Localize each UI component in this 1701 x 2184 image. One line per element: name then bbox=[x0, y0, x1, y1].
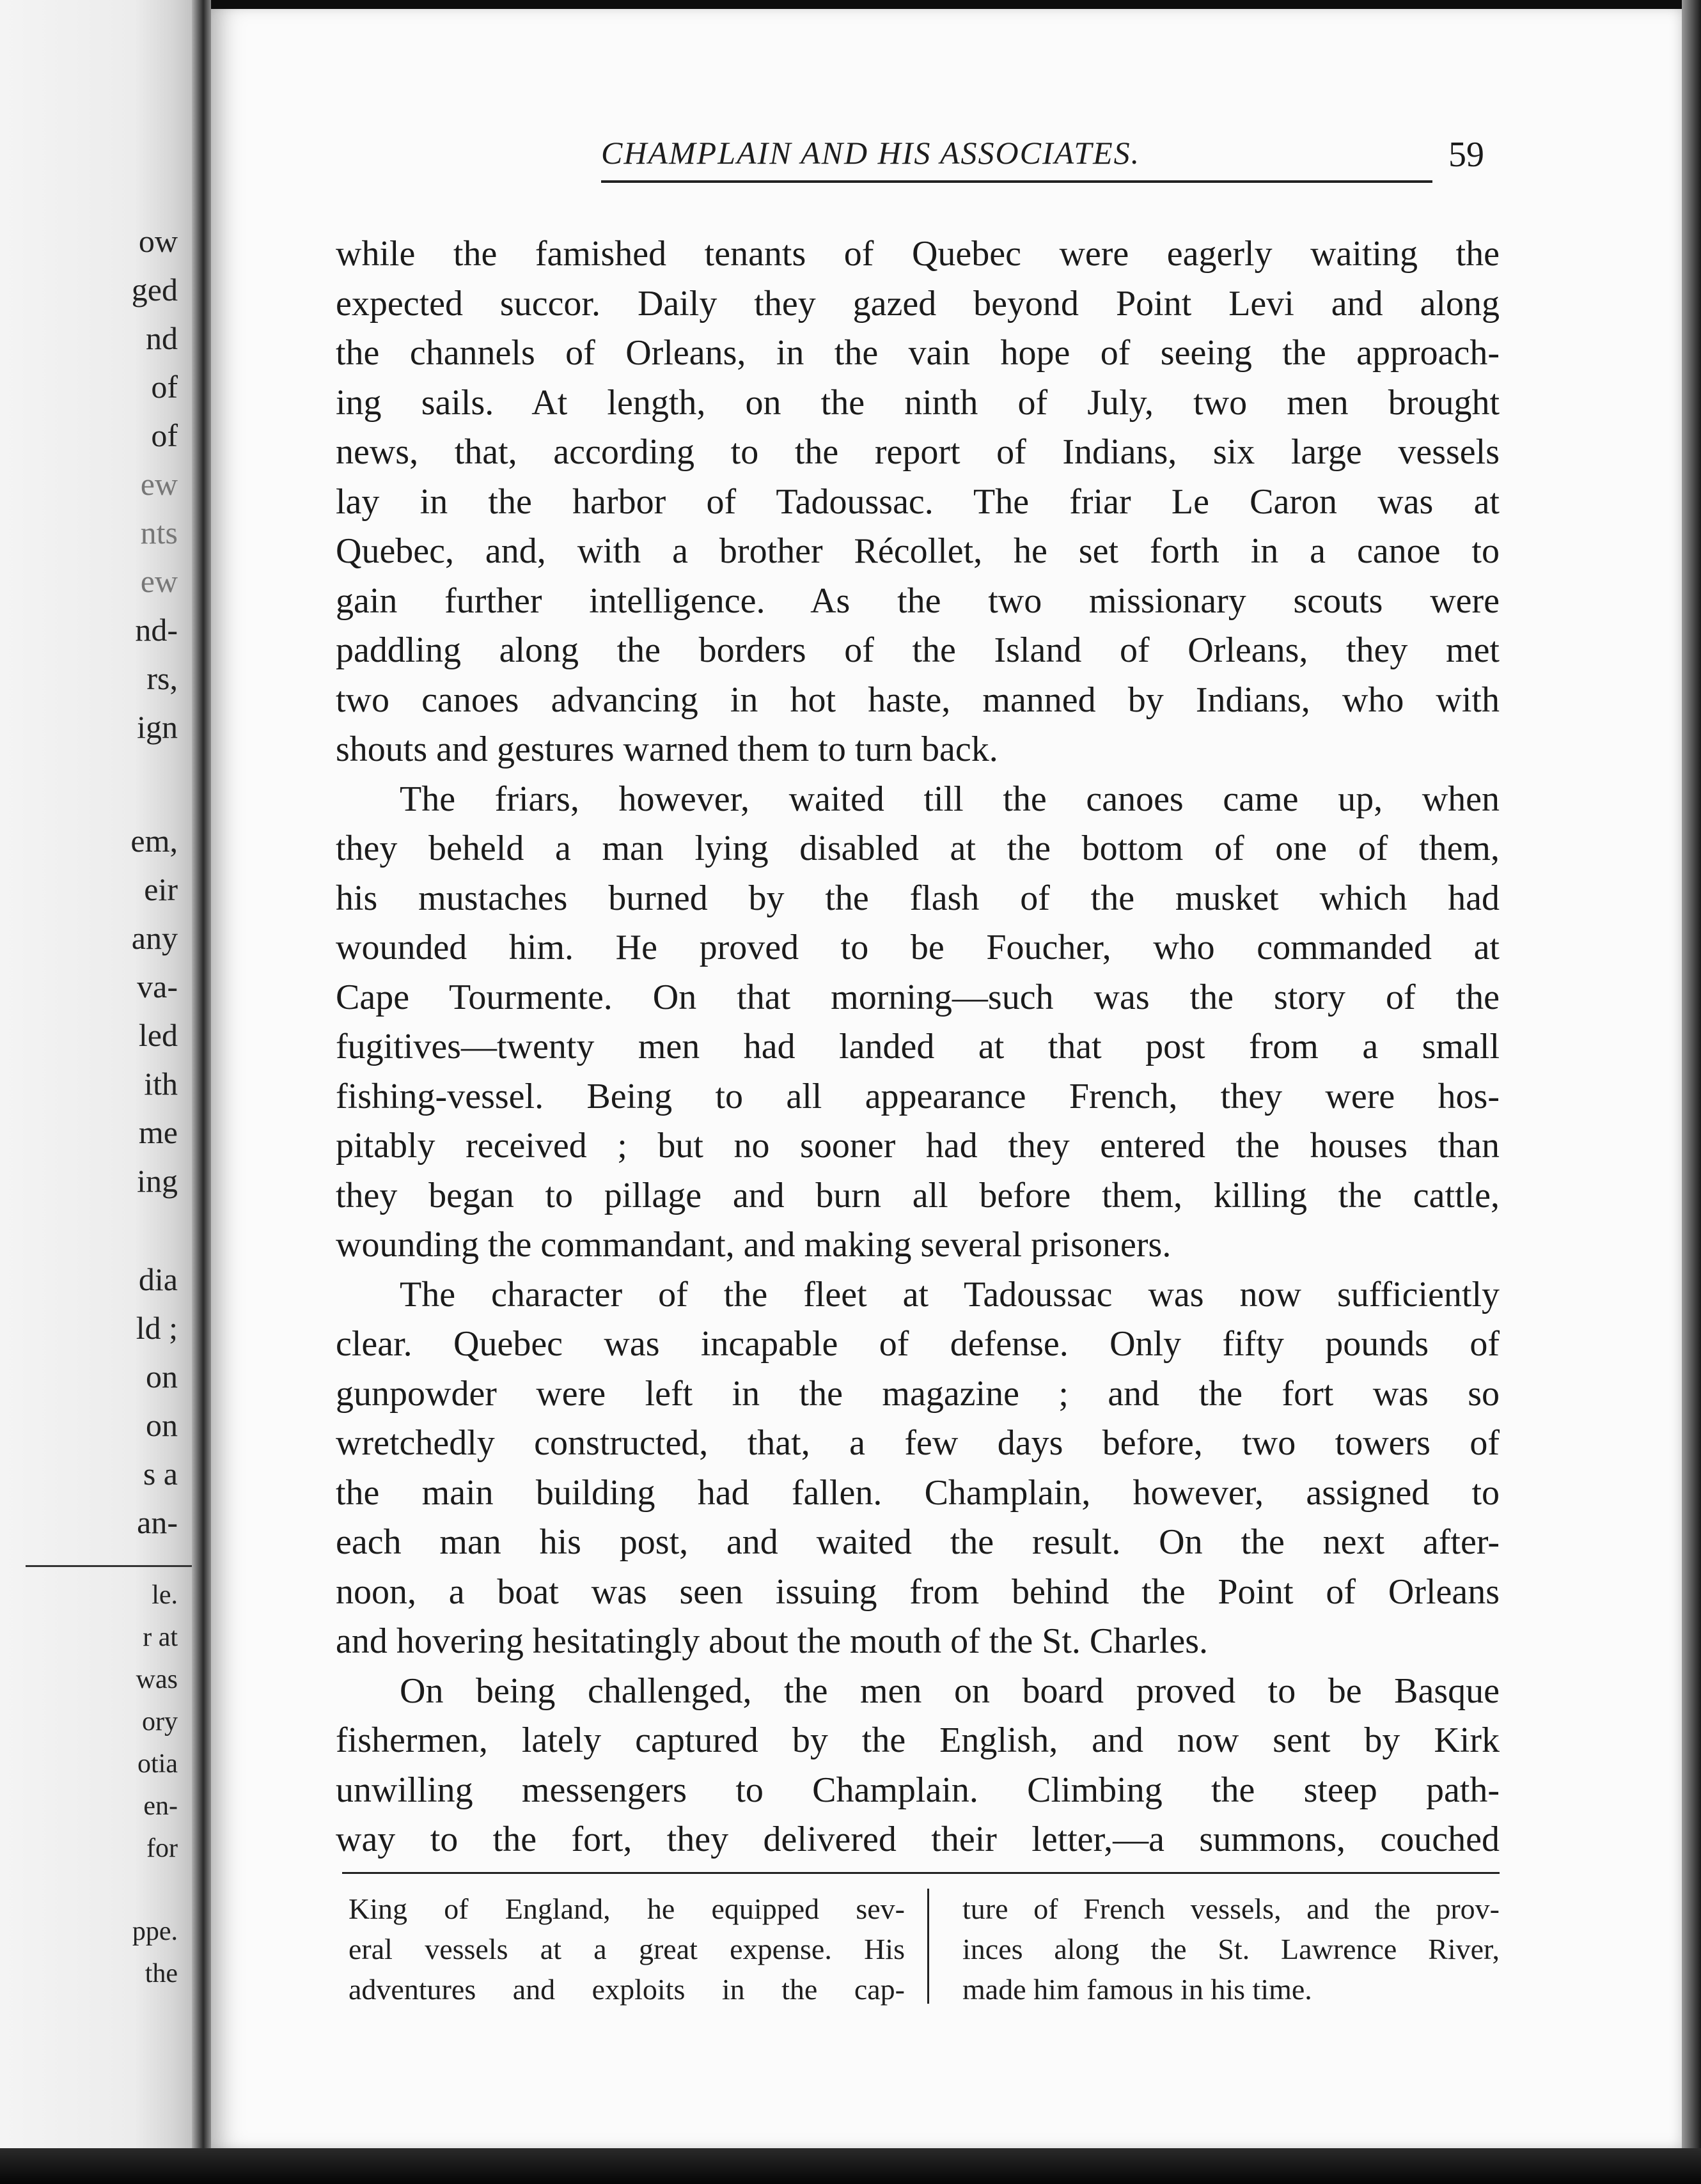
footnote-line: King of England, he equipped sev- bbox=[349, 1892, 905, 1925]
left-fragment: ew bbox=[140, 563, 178, 599]
left-fragment: the bbox=[145, 1959, 178, 1988]
text-line: while the famished tenants of Quebec were eagerly waiting the bbox=[336, 234, 1500, 274]
text-line: way to the fort, they delivered their letter,—a summons, couched bbox=[336, 1820, 1500, 1859]
left-fragment: dia bbox=[138, 1261, 178, 1297]
running-head-underline bbox=[601, 180, 1432, 183]
left-fragment: otia bbox=[137, 1749, 178, 1779]
left-fragment: em, bbox=[130, 823, 178, 859]
footnote-line: ture of French vessels, and the prov- bbox=[962, 1892, 1500, 1925]
left-fragment: of bbox=[151, 369, 178, 405]
text-line: pitably received ; but no sooner had they entered the houses than bbox=[336, 1126, 1500, 1166]
left-fragment: va- bbox=[137, 969, 178, 1004]
left-fragment: nts bbox=[140, 515, 178, 550]
running-head: CHAMPLAIN AND HIS ASSOCIATES. bbox=[601, 135, 1141, 171]
left-fragment: an- bbox=[137, 1504, 178, 1540]
footnote-column-divider bbox=[927, 1889, 929, 2004]
text-line: unwilling messengers to Champlain. Climbing the steep path- bbox=[336, 1770, 1500, 1810]
scan-right-edge bbox=[1682, 0, 1701, 2148]
footnote-line: adventures and exploits in the cap- bbox=[349, 1973, 905, 2006]
text-line: lay in the harbor of Tadoussac. The friar Le Caron was at bbox=[336, 481, 1500, 522]
left-fragment: on bbox=[146, 1407, 178, 1443]
text-line: fugitives—twenty men had landed at that post from a small bbox=[336, 1027, 1500, 1066]
text-line: two canoes advancing in hot haste, manned by Indians, who with bbox=[336, 680, 1500, 720]
left-fragment: rs, bbox=[146, 660, 178, 696]
left-fragment: any bbox=[131, 920, 178, 956]
text-line: The character of the fleet at Tadoussac was now sufficiently bbox=[400, 1274, 1500, 1314]
text-line: his mustaches burned by the flash of the musket which had bbox=[336, 878, 1500, 918]
footnote-rule bbox=[342, 1872, 1500, 1874]
left-fragment: on bbox=[146, 1359, 178, 1394]
book-page bbox=[211, 9, 1682, 2148]
scan-bottom-edge bbox=[0, 2148, 1701, 2184]
left-fragment: for bbox=[146, 1834, 178, 1863]
text-line: they began to pillage and burn all before them, killing the cattle, bbox=[336, 1175, 1500, 1215]
text-line: each man his post, and waited the result. On the next after- bbox=[336, 1522, 1500, 1562]
text-line: wretchedly constructed, that, a few days before, two towers of bbox=[336, 1423, 1500, 1463]
left-fragment: en- bbox=[143, 1791, 178, 1821]
text-line: the channels of Orleans, in the vain hope of seeing the approach- bbox=[336, 333, 1500, 373]
text-line: fishermen, lately captured by the English, and now sent by Kirk bbox=[336, 1720, 1500, 1760]
page-number: 59 bbox=[1448, 135, 1484, 175]
text-line: noon, a boat was seen issuing from behind the Point of Orleans bbox=[336, 1572, 1500, 1612]
left-fragment: r at bbox=[143, 1623, 178, 1652]
footnote-line: eral vessels at a great expense. His bbox=[349, 1933, 905, 1965]
footnote-column-left bbox=[349, 1889, 905, 2009]
footnote-line: made him famous in his time. bbox=[962, 1973, 1312, 2006]
book-gutter bbox=[192, 0, 211, 2148]
left-fragment: of bbox=[151, 417, 178, 453]
text-line: wounded him. He proved to be Foucher, who commanded at bbox=[336, 928, 1500, 967]
text-line: they beheld a man lying disabled at the bottom of one of them, bbox=[336, 829, 1500, 868]
footnote-line: inces along the St. Lawrence River, bbox=[962, 1933, 1500, 1965]
body-text bbox=[336, 230, 1500, 1865]
left-fragment: s a bbox=[143, 1456, 178, 1492]
left-fragment: nd bbox=[146, 320, 178, 356]
left-fragment: ged bbox=[131, 272, 178, 308]
text-line: On being challenged, the men on board proved to be Basque bbox=[400, 1671, 1500, 1711]
text-line: Quebec, and, with a brother Récollet, he set forth in a canoe to bbox=[336, 531, 1500, 571]
text-line: wounding the commandant, and making several prisoners. bbox=[336, 1225, 1172, 1265]
left-fragment: me bbox=[138, 1114, 178, 1150]
text-line: fishing-vessel. Being to all appearance French, they were hos- bbox=[336, 1076, 1500, 1116]
text-line: expected succor. Daily they gazed beyond Point Levi and along bbox=[336, 283, 1500, 324]
left-fragment: eir bbox=[144, 871, 178, 907]
text-line: news, that, according to the report of Indians, six large vessels bbox=[336, 432, 1500, 472]
left-fragment: ew bbox=[140, 466, 178, 502]
left-fragment: ing bbox=[137, 1163, 178, 1199]
left-fragment: ow bbox=[138, 223, 178, 259]
text-line: Cape Tourmente. On that morning—such was the story of the bbox=[336, 977, 1500, 1017]
text-line: shouts and gestures warned them to turn back. bbox=[336, 729, 998, 769]
left-fragment: nd- bbox=[135, 612, 178, 648]
previous-page-edge bbox=[0, 0, 192, 2148]
left-fragment: was bbox=[136, 1665, 178, 1694]
left-fragment: ory bbox=[142, 1707, 178, 1736]
footnote-column-right bbox=[962, 1889, 1500, 2009]
text-line: The friars, however, waited till the canoes came up, when bbox=[400, 779, 1500, 819]
left-fragment: le. bbox=[152, 1580, 178, 1610]
text-line: gain further intelligence. As the two missionary scouts were bbox=[336, 581, 1500, 621]
text-line: and hovering hesitatingly about the mouth of the St. Charles. bbox=[336, 1621, 1208, 1661]
text-line: clear. Quebec was incapable of defense. Only fifty pounds of bbox=[336, 1324, 1500, 1364]
text-line: gunpowder were left in the magazine ; and the fort was so bbox=[336, 1373, 1500, 1414]
left-fragment: ld ; bbox=[136, 1310, 178, 1346]
left-footnote-rule bbox=[26, 1565, 192, 1567]
text-line: paddling along the borders of the Island of Orleans, they met bbox=[336, 630, 1500, 670]
left-fragment: ppe. bbox=[132, 1917, 178, 1946]
left-fragment: led bbox=[138, 1017, 178, 1053]
left-fragment: ith bbox=[144, 1066, 178, 1102]
text-line: the main building had fallen. Champlain, however, assigned to bbox=[336, 1472, 1500, 1513]
left-fragment: ign bbox=[137, 709, 178, 745]
text-line: ing sails. At length, on the ninth of July, two men brought bbox=[336, 382, 1500, 423]
